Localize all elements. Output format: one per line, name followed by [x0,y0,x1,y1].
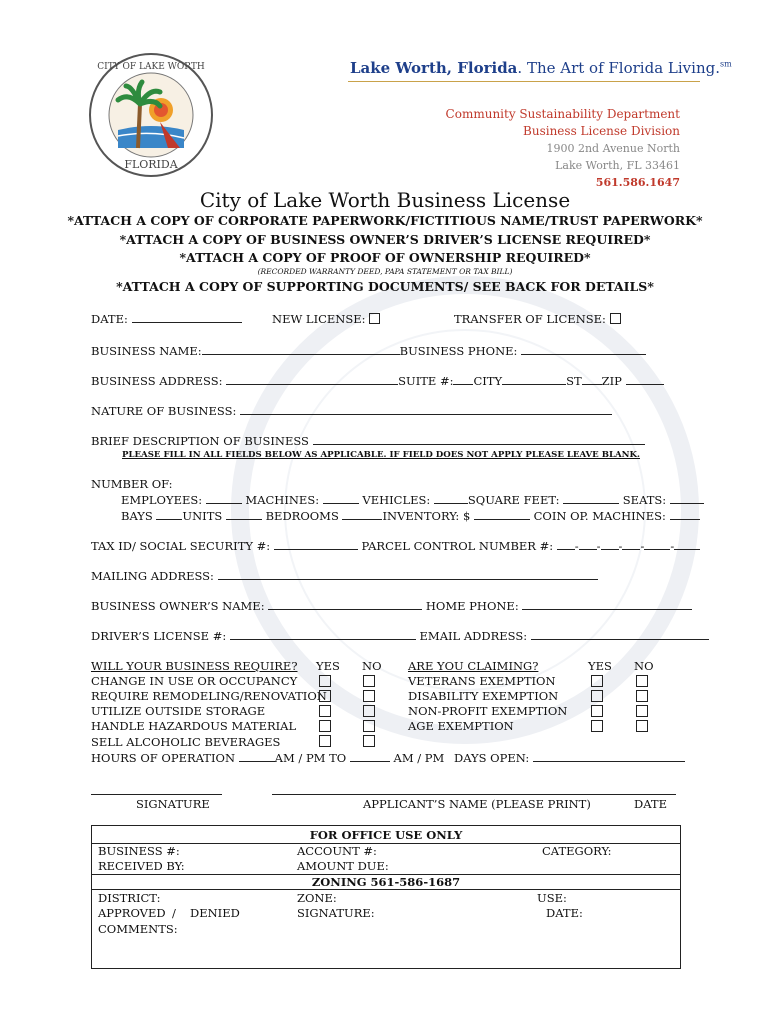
business-address-label: BUSINESS ADDRESS: [91,374,223,388]
division-name: Business License Division [523,124,680,138]
claiming-veterans-no-checkbox[interactable] [636,675,648,687]
bedrooms-label: BEDROOMS [265,509,339,523]
claiming-item-non-profit: NON-PROFIT EXEMPTION [408,704,568,718]
office-divider-3 [92,889,680,890]
ownership-note: (RECORDED WARRANTY DEED, PAPA STATEMENT OR TAX BILL) [257,267,513,276]
require-remodeling-yes-checkbox[interactable] [319,690,331,702]
tax-id-label: TAX ID/ SOCIAL SECURITY #: [91,539,271,553]
employees-blank[interactable] [206,493,242,504]
new-license-label: NEW LICENSE: [272,312,366,326]
number-of-label: NUMBER OF: [91,477,173,491]
square-feet-label: SQUARE FEET: [467,493,560,507]
owner-name-blank[interactable] [268,599,422,610]
days-open-row [454,751,685,765]
new-license-checkbox[interactable] [369,313,380,324]
claiming-age-yes-checkbox[interactable] [591,720,603,732]
business-address-blank[interactable] [226,374,398,385]
dept-phone: 561.586.1647 [595,176,680,189]
require-yes-header: YES [316,659,340,673]
machines-label: MACHINES: [245,493,320,507]
hours-from-blank[interactable] [239,751,275,762]
dl-row [91,629,709,643]
business-name-row [91,344,646,358]
zip-label: ZIP [601,374,622,388]
header-rule [348,81,700,82]
bays-blank[interactable] [156,509,182,520]
applicant-name-line[interactable] [272,794,676,795]
nature-blank[interactable] [240,404,612,415]
brief-blank[interactable] [313,434,645,445]
claiming-veterans-yes-checkbox[interactable] [591,675,603,687]
notice-1: *ATTACH A COPY OF CORPORATE PAPERWORK/FICTITIOUS NAME/TRUST PAPERWORK* [67,213,703,228]
bays-label: BAYS [121,509,153,523]
st-blank[interactable] [582,374,602,385]
parcel-blank-5[interactable] [644,539,670,550]
city-blank[interactable] [502,374,566,385]
fill-note: PLEASE FILL IN ALL FIELDS BELOW AS APPLICABLE. IF FIELD DOES NOT APPLY PLEASE LEAVE BLANK. [122,450,640,460]
seal-text-top: CITY OF LAKE WORTH [97,62,205,72]
require-item-alcohol: SELL ALCOHOLIC BEVERAGES [91,735,281,749]
claiming-non-profit-no-checkbox[interactable] [636,705,648,717]
claiming-yes-header: YES [588,659,612,673]
hours-ampm: AM / PM [393,751,445,765]
office-use-box [91,825,681,969]
seats-label: SEATS: [622,493,667,507]
supporting-notice: *ATTACH A COPY OF SUPPORTING DOCUMENTS/ SEE BACK FOR DETAILS* [116,279,654,294]
owner-name-label: BUSINESS OWNER’S NAME: [91,599,265,613]
home-phone-label: HOME PHONE: [425,599,519,613]
require-change-use-no-checkbox[interactable] [363,675,375,687]
suite-blank[interactable] [453,374,473,385]
business-name-label: BUSINESS NAME: [91,344,202,358]
office-signature-label: SIGNATURE: [297,906,375,920]
office-account-label: ACCOUNT #: [297,844,377,858]
mailing-blank[interactable] [218,569,598,580]
hours-label: HOURS OF OPERATION [91,751,236,765]
address-line-2: Lake Worth, FL 33461 [555,159,680,172]
bedrooms-blank[interactable] [342,509,382,520]
require-change-use-yes-checkbox[interactable] [319,675,331,687]
notice-2: *ATTACH A COPY OF BUSINESS OWNER’S DRIVER’S LICENSE REQUIRED* [119,232,651,247]
parcel-blank-4[interactable] [622,539,640,550]
tax-id-blank[interactable] [274,539,358,550]
seats-blank[interactable] [670,493,704,504]
email-blank[interactable] [531,629,709,640]
claiming-heading: ARE YOU CLAIMING? [408,659,539,673]
claiming-age-no-checkbox[interactable] [636,720,648,732]
require-remodeling-no-checkbox[interactable] [363,690,375,702]
transfer-license-checkbox[interactable] [610,313,621,324]
claiming-disability-no-checkbox[interactable] [636,690,648,702]
parcel-blank-3[interactable] [601,539,619,550]
address-line-1: 1900 2nd Avenue North [546,142,680,155]
machines-blank[interactable] [323,493,359,504]
number-of-row-2 [121,509,700,523]
office-amount-label: AMOUNT DUE: [297,859,389,873]
date-label: DATE: [91,312,128,326]
header-tagline [350,58,732,77]
parcel-blank-2[interactable] [579,539,597,550]
dept-block [446,106,680,191]
claiming-disability-yes-checkbox[interactable] [591,690,603,702]
tagline-sm: sm [719,59,732,69]
coin-op-label: COIN OP. MACHINES: [533,509,666,523]
office-business-label: BUSINESS #: [98,844,180,858]
inventory-blank[interactable] [474,509,530,520]
days-open-blank[interactable] [533,751,685,762]
home-phone-blank[interactable] [522,599,692,610]
require-no-header: NO [362,659,382,673]
business-address-row [91,374,664,388]
office-received-label: RECEIVED BY: [98,859,185,873]
hours-row [91,751,444,765]
drivers-license-label: DRIVER’S LICENSE #: [91,629,227,643]
claiming-item-disability: DISABILITY EXEMPTION [408,689,559,703]
require-item-remodeling: REQUIRE REMODELING/RENOVATION [91,689,327,703]
signature-line[interactable] [91,794,222,795]
dept-name: Community Sustainability Department [445,107,680,121]
parcel-label: PARCEL CONTROL NUMBER #: [361,539,554,553]
tagline-city: Lake Worth, Florida [350,59,518,77]
date-field[interactable] [91,312,242,326]
office-date-label: DATE: [546,906,583,920]
square-feet-blank[interactable] [563,493,619,504]
transfer-license-field[interactable] [454,312,621,326]
tagline-rest: . The Art of Florida Living. [517,59,720,77]
mailing-row [91,569,598,583]
require-outside-storage-no-checkbox[interactable] [363,705,375,717]
units-blank[interactable] [226,509,262,520]
signature-caption: SIGNATURE [136,797,210,811]
new-license-field[interactable] [272,312,380,326]
nature-row [91,404,612,418]
office-district-label: DISTRICT: [98,891,161,905]
claiming-no-header: NO [634,659,654,673]
office-use-label: USE: [537,891,567,905]
parcel-blank-6[interactable] [674,539,700,550]
business-name-blank[interactable] [202,344,400,355]
office-slash: / [172,906,176,920]
nature-label: NATURE OF BUSINESS: [91,404,237,418]
office-zoning-title: ZONING 561-586-1687 [311,875,461,889]
mailing-label: MAILING ADDRESS: [91,569,214,583]
hours-to-blank[interactable] [350,751,390,762]
office-denied-label: DENIED [190,906,240,920]
notice-3: *ATTACH A COPY OF PROOF OF OWNERSHIP REQUIRED* [179,250,591,265]
brief-label: BRIEF DESCRIPTION OF BUSINESS [91,434,309,448]
vehicles-blank[interactable] [434,493,468,504]
require-outside-storage-yes-checkbox[interactable] [319,705,331,717]
zip-blank[interactable] [626,374,664,385]
inventory-label: INVENTORY: $ [382,509,471,523]
page-title: City of Lake Worth Business License [199,188,571,212]
city-label: CITY [473,374,503,388]
units-label: UNITS [182,509,223,523]
email-label: EMAIL ADDRESS: [419,629,528,643]
date-caption: DATE [634,797,667,811]
parcel-blank-1[interactable] [557,539,575,550]
office-category-label: CATEGORY: [542,844,612,858]
drivers-license-blank[interactable] [230,629,416,640]
claiming-non-profit-yes-checkbox[interactable] [591,705,603,717]
require-hazardous-no-checkbox[interactable] [363,720,375,732]
employees-label: EMPLOYEES: [121,493,203,507]
require-alcohol-no-checkbox[interactable] [363,735,375,747]
tax-row: TAX ID/ SOCIAL SECURITY #: PARCEL CONTROL NUMBER #: - - - - - [91,539,700,553]
suite-label: SUITE #: [398,374,454,388]
number-of-row-1 [121,493,704,507]
claiming-item-veterans: VETERANS EXEMPTION [408,674,556,688]
office-comments-label: COMMENTS: [98,922,178,936]
require-alcohol-yes-checkbox[interactable] [319,735,331,747]
brief-row [91,434,645,448]
days-open-label: DAYS OPEN: [454,751,530,765]
hours-ampm-to: AM / PM TO [274,751,347,765]
city-seal-logo [88,52,214,178]
business-phone-label: BUSINESS PHONE: [399,344,518,358]
seal-text-bottom: FLORIDA [124,158,178,171]
office-approved-label: APPROVED [98,906,166,920]
require-heading: WILL YOUR BUSINESS REQUIRE? [91,659,298,673]
office-use-title: FOR OFFICE USE ONLY [309,828,463,842]
claiming-item-age: AGE EXEMPTION [408,719,514,733]
require-item-change-use: CHANGE IN USE OR OCCUPANCY [91,674,298,688]
owner-row [91,599,692,613]
applicant-caption: APPLICANT’S NAME (PLEASE PRINT) [363,797,591,811]
office-zone-label: ZONE: [297,891,337,905]
require-item-outside-storage: UTILIZE OUTSIDE STORAGE [91,704,266,718]
date-blank[interactable] [132,312,242,323]
require-item-hazardous: HANDLE HAZARDOUS MATERIAL [91,719,297,733]
st-label: ST [566,374,582,388]
business-phone-blank[interactable] [521,344,646,355]
transfer-license-label: TRANSFER OF LICENSE: [454,312,606,326]
coin-op-blank[interactable] [670,509,700,520]
require-hazardous-yes-checkbox[interactable] [319,720,331,732]
vehicles-label: VEHICLES: [362,493,431,507]
